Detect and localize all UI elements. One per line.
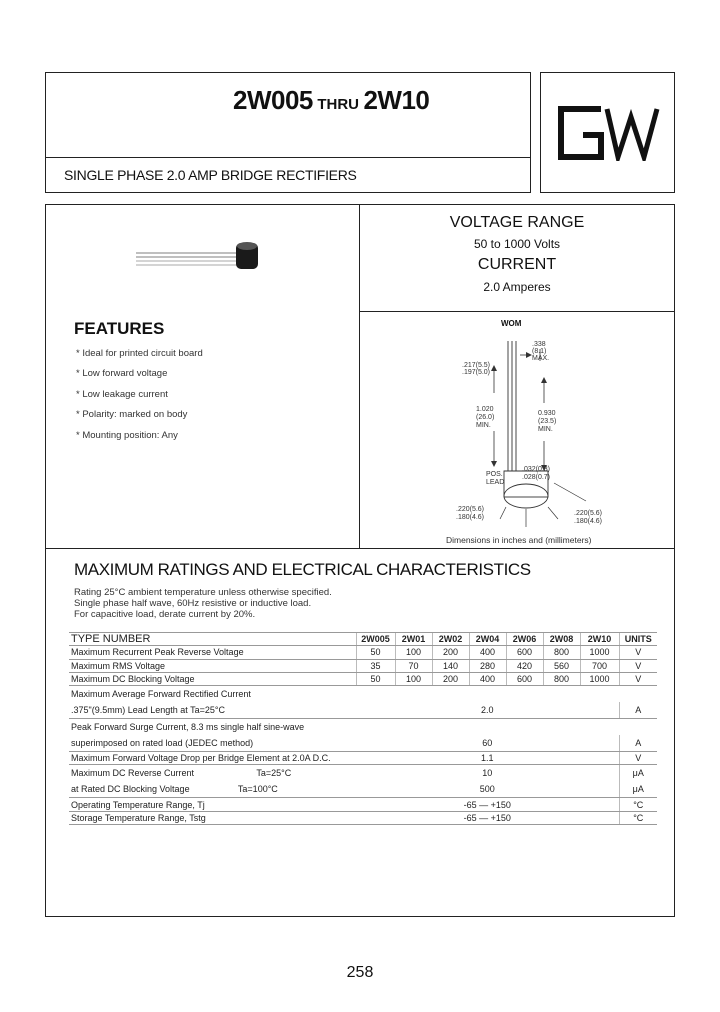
dim-220-right: .220(5.6) — [574, 510, 603, 517]
cell-unit: A — [619, 735, 657, 752]
cell-value: 2.0 — [356, 702, 619, 719]
row-label-text: at Rated DC Blocking Voltage — [71, 784, 190, 795]
table-row — [69, 798, 657, 811]
column-header: 2W10 — [580, 633, 619, 646]
cell-value: 700 — [580, 659, 619, 672]
cell-value: 800 — [543, 672, 580, 685]
feature-item: * Low forward voltage — [76, 368, 168, 379]
cell-value: 400 — [469, 672, 506, 685]
column-header: 2W08 — [543, 633, 580, 646]
voltage-range-label: VOLTAGE RANGE — [449, 214, 585, 231]
spec-divider — [359, 311, 675, 312]
dim-197: .197(5.0) — [462, 369, 491, 376]
row-label: superimposed on rated load (JEDEC method) — [69, 735, 356, 752]
feature-item: * Mounting position: Any — [76, 430, 178, 441]
cell-value: 560 — [543, 659, 580, 672]
units-header: UNITS — [619, 633, 657, 646]
dim-0930-min: MIN. — [538, 426, 553, 433]
dim-338: .338 — [532, 341, 546, 348]
title-divider — [46, 157, 530, 158]
thru-label: THRU — [317, 96, 360, 113]
current-label: CURRENT — [477, 256, 557, 273]
cell-value: 70 — [395, 659, 432, 672]
cell-value: 800 — [543, 646, 580, 659]
cell-value: -65 — +150 — [356, 811, 619, 824]
dim-0930-mm: (23.5) — [538, 418, 557, 425]
cell-value: 100 — [395, 646, 432, 659]
feature-item: * Low leakage current — [76, 389, 168, 400]
cell-unit: μA — [619, 765, 657, 782]
table-row — [69, 646, 657, 659]
row-label: Maximum DC Blocking Voltage — [69, 672, 356, 685]
title-box — [45, 72, 531, 193]
table-row — [69, 686, 657, 703]
dim-217: .217(5.5) — [462, 362, 491, 369]
table-row — [69, 735, 657, 752]
column-header: 2W04 — [469, 633, 506, 646]
cell-value: 200 — [432, 646, 469, 659]
table-row — [69, 752, 657, 765]
dim-032: .032(0.8) — [522, 466, 551, 473]
cell-unit: A — [619, 702, 657, 719]
cell-value: 200 — [432, 672, 469, 685]
column-header: 2W06 — [506, 633, 543, 646]
part-title — [233, 85, 429, 116]
cell-value: 400 — [469, 646, 506, 659]
feature-item: * Ideal for printed circuit board — [76, 348, 203, 359]
pos-label: POS. — [486, 471, 503, 478]
rectifier-component-image — [134, 237, 274, 273]
cell-unit: μA — [619, 781, 657, 798]
logo-box — [540, 72, 675, 193]
table-row — [69, 672, 657, 685]
row-label: Maximum RMS Voltage — [69, 659, 356, 672]
lead-label: LEAD — [486, 479, 505, 486]
ratings-table — [69, 632, 657, 825]
cell-value: 50 — [356, 672, 395, 685]
row-label: Peak Forward Surge Current, 8.3 ms single half sine-wave — [71, 722, 305, 733]
cell-value: 10 — [482, 768, 493, 779]
cell-unit: V — [619, 659, 657, 672]
dim-220-left: .220(5.6) — [456, 506, 485, 513]
cell-unit: V — [619, 646, 657, 659]
features-heading: FEATURES — [74, 319, 165, 338]
column-header: 2W005 — [356, 633, 395, 646]
cell-unit: V — [619, 752, 657, 765]
row-label: .375"(9.5mm) Lead Length at Ta=25°C — [69, 702, 356, 719]
table-row — [69, 811, 657, 824]
column-header: 2W01 — [395, 633, 432, 646]
dimensions-caption: Dimensions in inches and (millimeters) — [446, 535, 592, 545]
cell-value: 500 — [356, 781, 619, 798]
ratings-heading: MAXIMUM RATINGS AND ELECTRICAL CHARACTERISTICS — [74, 560, 531, 579]
dim-338-max: MAX. — [532, 355, 550, 362]
cell-value: 600 — [506, 646, 543, 659]
section-divider — [46, 548, 674, 549]
row-label — [69, 765, 356, 782]
dim-028: .028(0.7) — [522, 474, 551, 481]
dim-1020-mm: (26.0) — [476, 414, 495, 421]
cell-value: 60 — [356, 735, 619, 752]
page-number: 258 — [346, 964, 374, 981]
cell-unit: °C — [619, 798, 657, 811]
current-value: 2.0 Amperes — [483, 280, 551, 294]
dim-0930: 0.930 — [538, 410, 556, 417]
package-name: WOM — [501, 319, 522, 328]
dim-1020: 1.020 — [476, 406, 494, 413]
dim-1020-min: MIN. — [476, 422, 491, 429]
cell-value: 100 — [395, 672, 432, 685]
cell-unit: V — [619, 672, 657, 685]
part-to: 2W10 — [363, 85, 430, 115]
row-label — [69, 781, 356, 798]
cell-value: 1000 — [580, 646, 619, 659]
cell-value: 35 — [356, 659, 395, 672]
table-row — [69, 719, 657, 736]
cell-value: 1.1 — [356, 752, 619, 765]
column-header: 2W02 — [432, 633, 469, 646]
row-condition: Ta=25°C — [256, 768, 292, 779]
table-row — [69, 659, 657, 672]
cell-value: 420 — [506, 659, 543, 672]
cell-value: -65 — +150 — [356, 798, 619, 811]
table-header-row — [69, 633, 657, 646]
subtitle: SINGLE PHASE 2.0 AMP BRIDGE RECTIFIERS — [64, 167, 357, 183]
table-row — [69, 781, 657, 798]
row-condition: Ta=100°C — [237, 784, 278, 795]
row-label: Maximum Average Forward Rectified Current — [71, 689, 251, 700]
gw-logo-icon — [555, 105, 661, 161]
rating-note: Single phase half wave, 60Hz resistive or inductive load. — [74, 598, 312, 609]
cell-value: 50 — [356, 646, 395, 659]
row-label: Maximum Forward Voltage Drop per Bridge Element at 2.0A D.C. — [69, 752, 356, 765]
dimension-drawing — [446, 331, 626, 531]
table-row — [69, 765, 657, 782]
row-label: Storage Temperature Range, Tstg — [69, 811, 356, 824]
table-row — [69, 702, 657, 719]
type-number-header: TYPE NUMBER — [69, 633, 356, 646]
dim-338-mm: (8.1) — [532, 348, 547, 355]
voltage-range-value: 50 to 1000 Volts — [473, 237, 561, 251]
cell-value: 1000 — [580, 672, 619, 685]
part-from: 2W005 — [233, 85, 313, 115]
row-label: Maximum Recurrent Peak Reverse Voltage — [69, 646, 356, 659]
cell-unit: °C — [619, 811, 657, 824]
cell-value: 140 — [432, 659, 469, 672]
row-label-text: Maximum DC Reverse Current — [71, 768, 195, 779]
dim-180-right: .180(4.6) — [574, 518, 603, 525]
rating-note: For capacitive load, derate current by 20%. — [74, 609, 256, 620]
rating-note: Rating 25°C ambient temperature unless otherwise specified. — [74, 587, 332, 598]
row-label: Operating Temperature Range, Tj — [69, 798, 356, 811]
cell-value: 280 — [469, 659, 506, 672]
feature-item: * Polarity: marked on body — [76, 409, 188, 420]
dim-180-left: .180(4.6) — [456, 514, 485, 521]
cell-value: 600 — [506, 672, 543, 685]
